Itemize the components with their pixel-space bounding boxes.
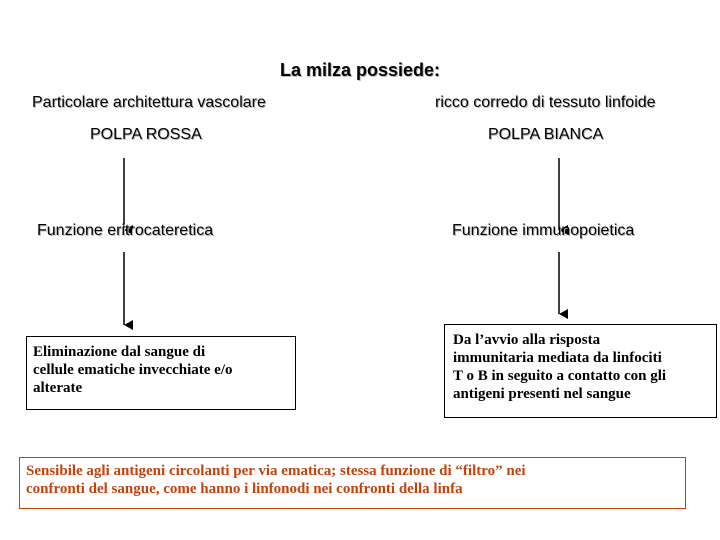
left-description-box [26,336,296,410]
right-subtitle: ricco corredo di tessuto linfoide [435,94,656,111]
right-box-line: antigeni presenti nel sangue [453,386,631,402]
bottom-note-line: confronti del sangue, come hanno i linfonodi nei confronti della linfa [26,481,463,497]
bottom-note-box [19,457,686,509]
polpa-rossa-label: POLPA ROSSA [90,126,202,143]
funzione-immunopoietica-label: Funzione immunopoietica [452,222,635,239]
left-box-line: cellule ematiche invecchiate e/o [33,362,233,378]
bottom-note-line: Sensibile agli antigeni circolanti per via ematica; stessa funzione di “filtro” nei [26,463,526,479]
right-description-box [444,324,717,418]
right-box-line: T o B in seguito a contatto con gli [453,368,667,384]
left-box-line: Eliminazione dal sangue di [33,344,206,360]
left-box-line: alterate [33,380,83,396]
diagram-title: La milza possiede: [279,60,441,80]
right-box-line: Da l’avvio alla risposta [453,332,601,348]
polpa-bianca-label: POLPA BIANCA [488,126,604,143]
left-subtitle: Particolare architettura vascolare [32,94,266,111]
right-box-line: immunitaria mediata da linfociti [453,350,662,366]
funzione-eritrocateretica-label: Funzione eritrocateretica [37,222,214,239]
